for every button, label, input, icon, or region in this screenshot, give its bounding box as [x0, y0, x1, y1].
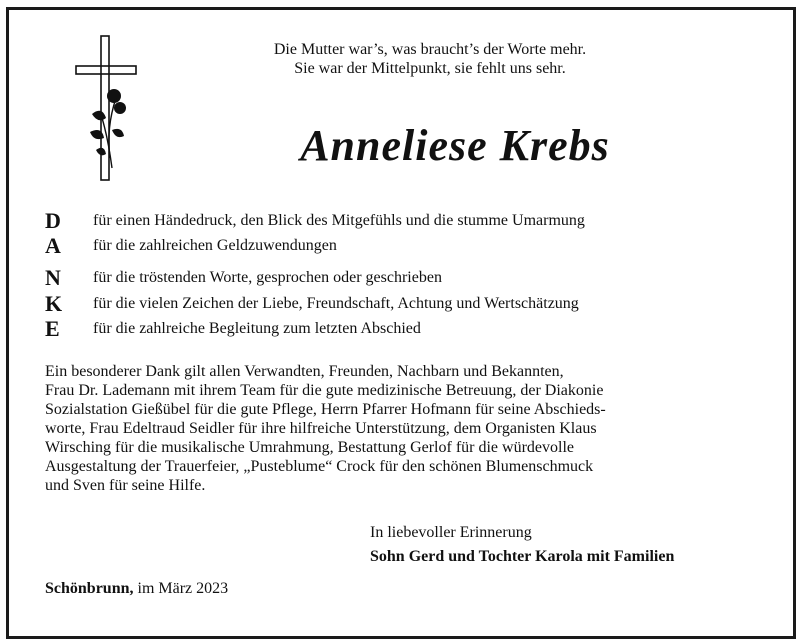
closing-phrase: In liebevoller Erinnerung: [370, 524, 532, 541]
place-town: Schönbrunn,: [45, 580, 134, 597]
danke-text: für die tröstenden Worte, gesprochen oder geschrieben: [93, 269, 442, 286]
paragraph-line: Ausgestaltung der Trauerfeier, „Pusteblume“ Crock für den schönen Blumenschmuck: [45, 458, 594, 475]
danke-letter: K: [45, 291, 63, 316]
deceased-name: Anneliese Krebs: [300, 121, 610, 170]
paragraph-line: Wirsching für die musikalische Umrahmung, Bestattung Gerlof für die würdevolle: [45, 439, 574, 456]
paragraph-line: worte, Frau Edeltraud Seidler für ihre hilfreiche Unterstützung, dem Organisten Klaus: [45, 420, 597, 437]
paragraph-line: Frau Dr. Lademann mit ihrem Team für die gute medizinische Betreuung, der Diakonie: [45, 382, 604, 399]
thanks-paragraph: [45, 362, 765, 495]
paragraph-line: Ein besonderer Dank gilt allen Verwandten, Freunden, Nachbarn und Bekannten,: [45, 363, 564, 380]
danke-text: für einen Händedruck, den Blick des Mitgefühls und die stumme Umarmung: [93, 212, 585, 229]
paragraph-line: Sozialstation Gießübel für die gute Pflege, Herrn Pfarrer Hofmann für seine Abschieds-: [45, 401, 606, 418]
closing-block: [370, 521, 770, 569]
motto-line-2: Sie war der Mittelpunkt, sie fehlt uns sehr.: [294, 60, 566, 77]
danke-letter: E: [45, 316, 60, 341]
danke-letter: A: [45, 233, 61, 258]
danke-text: für die zahlreiche Begleitung zum letzten Abschied: [93, 320, 421, 337]
motto-verse: [240, 40, 620, 78]
danke-text: für die vielen Zeichen der Liebe, Freundschaft, Achtung und Wertschätzung: [93, 295, 579, 312]
place-date: [45, 580, 228, 598]
danke-text: für die zahlreichen Geldzuwendungen: [93, 237, 337, 254]
paragraph-line: und Sven für seine Hilfe.: [45, 477, 206, 494]
danke-letter: N: [45, 265, 61, 290]
motto-line-1: Die Mutter war’s, was braucht’s der Worte mehr.: [273, 41, 587, 58]
danke-letter: D: [45, 208, 61, 233]
signers: Sohn Gerd und Tochter Karola mit Familien: [370, 548, 675, 565]
cross-with-roses-icon: [72, 34, 142, 184]
place-date-text: im März 2023: [137, 580, 229, 597]
